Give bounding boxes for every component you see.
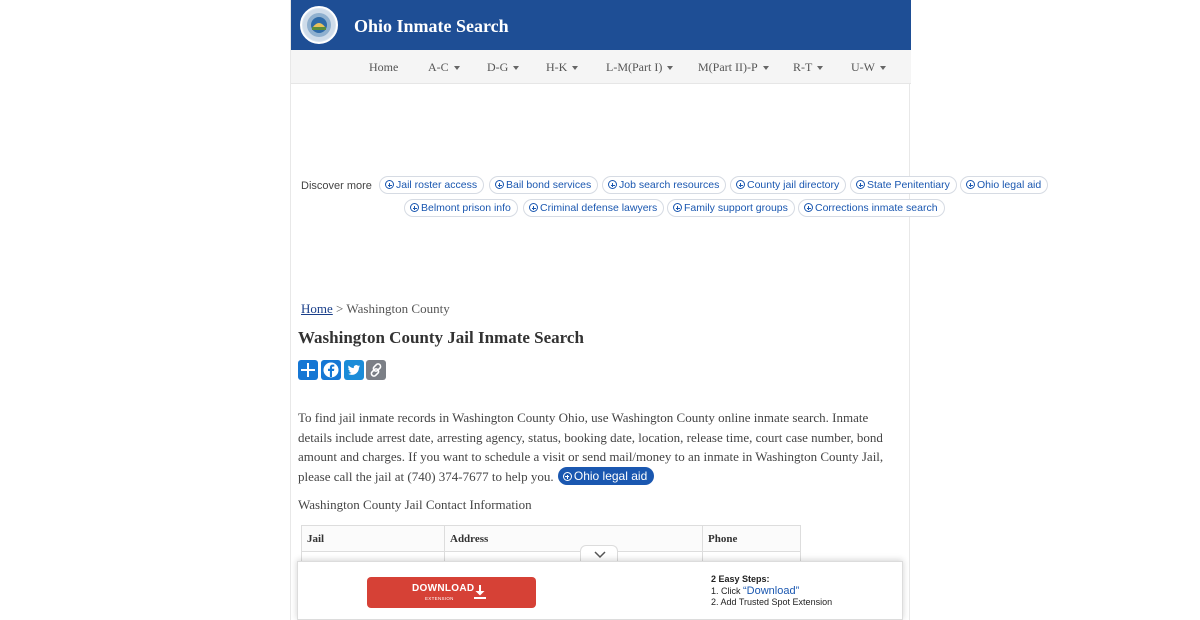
contact-heading: Washington County Jail Contact Information	[298, 497, 532, 512]
page-container	[290, 0, 950, 620]
chip-label: State Penitentiary	[867, 179, 950, 191]
breadcrumb-separator: >	[332, 301, 347, 316]
plus-circle-icon	[608, 180, 617, 189]
steps-instructions	[711, 574, 832, 609]
chip-bail-bond-services[interactable]	[489, 176, 598, 194]
chip-label: Belmont prison info	[421, 202, 511, 214]
chip-ohio-legal-aid[interactable]	[960, 176, 1048, 194]
nav-label: R-T	[793, 60, 813, 74]
nav-item-l-m-part-i[interactable]	[606, 60, 673, 75]
chip-label: Family support groups	[684, 202, 788, 214]
nav-item-r-t[interactable]	[793, 60, 823, 75]
breadcrumb-current: Washington County	[346, 301, 450, 316]
chip-label: Criminal defense lawyers	[540, 202, 658, 214]
share-copy-link-button[interactable]	[366, 360, 386, 380]
chip-label: Job search resources	[619, 179, 720, 191]
caret-down-icon	[572, 66, 578, 70]
caret-down-icon	[763, 66, 769, 70]
ohio-seal-logo[interactable]	[300, 6, 338, 44]
nav-item-d-g[interactable]	[487, 60, 519, 75]
caret-down-icon	[817, 66, 823, 70]
nav-label: L-M(Part I)	[606, 60, 663, 74]
site-title[interactable]: Ohio Inmate Search	[354, 16, 509, 36]
plus-circle-icon	[804, 203, 813, 212]
chip-belmont-prison-info[interactable]	[404, 199, 518, 217]
intro-paragraph	[298, 408, 904, 486]
plus-circle-icon	[495, 180, 504, 189]
table-header-row	[302, 526, 801, 552]
caret-down-icon	[454, 66, 460, 70]
step-1-prefix: 1. Click	[711, 585, 744, 596]
plus-circle-icon	[563, 472, 572, 481]
chip-label: Ohio legal aid	[977, 179, 1042, 191]
plus-circle-icon	[673, 203, 682, 212]
share-plus-button[interactable]	[298, 360, 318, 380]
download-button[interactable]	[367, 577, 536, 608]
facebook-icon	[321, 360, 341, 380]
plus-circle-icon	[529, 203, 538, 212]
share-twitter-button[interactable]	[344, 360, 364, 380]
nav-item-m-part-ii-p[interactable]	[698, 60, 769, 75]
plus-circle-icon	[966, 180, 975, 189]
nav-label: M(Part II)-P	[698, 60, 758, 74]
plus-circle-icon	[856, 180, 865, 189]
plus-circle-icon	[410, 203, 419, 212]
chip-state-penitentiary[interactable]	[850, 176, 957, 194]
breadcrumb	[301, 301, 450, 317]
twitter-icon	[344, 360, 364, 380]
caret-down-icon	[513, 66, 519, 70]
chip-jail-roster-access[interactable]	[379, 176, 484, 194]
chip-county-jail-directory[interactable]	[730, 176, 846, 194]
plus-circle-icon	[385, 180, 394, 189]
nav-item-h-k[interactable]	[546, 60, 578, 75]
nav-item-u-w[interactable]	[851, 60, 886, 75]
nav-item-home[interactable]	[369, 60, 398, 75]
chip-criminal-defense-lawyers[interactable]	[523, 199, 664, 217]
nav-label: D-G	[487, 60, 509, 74]
site-header	[291, 0, 911, 50]
plus-icon	[298, 360, 318, 380]
chip-label: Jail roster access	[396, 179, 478, 191]
column-header-address: Address	[445, 526, 703, 552]
chip-ohio-legal-aid-inline[interactable]	[558, 467, 654, 485]
download-label: DOWNLOAD	[412, 583, 475, 594]
caret-down-icon	[667, 66, 673, 70]
page-title: Washington County Jail Inmate Search	[298, 328, 584, 347]
discover-more-label: Discover more	[301, 180, 372, 192]
chip-corrections-inmate-search[interactable]	[798, 199, 945, 217]
nav-item-a-c[interactable]	[428, 60, 460, 75]
chip-label: Ohio legal aid	[573, 468, 648, 483]
step-1	[711, 586, 832, 598]
caret-down-icon	[880, 66, 886, 70]
intro-text: To find jail inmate records in Washington County Ohio, use Washington County online inmate search. Inmate details include arrest date, arresting agency, status, booking date, location, release time, court case number, bond amount and charges. If you want to schedule a visit or send mail/money to an inmate in Washington County Jail, please call the jail at (740) 374-7677 to help you.	[298, 410, 884, 484]
nav-label: Home	[369, 60, 399, 74]
nav-label: A-C	[428, 60, 449, 74]
download-sublabel: EXTENSION	[425, 596, 454, 601]
step-2: 2. Add Trusted Spot Extension	[711, 597, 833, 607]
chip-job-search-resources[interactable]	[602, 176, 726, 194]
plus-circle-icon	[736, 180, 745, 189]
share-facebook-button[interactable]	[321, 360, 341, 380]
chip-label: Bail bond services	[506, 179, 592, 191]
download-arrow-icon	[473, 584, 487, 600]
column-header-jail: Jail	[302, 526, 445, 552]
step-1-highlight: “Download”	[743, 584, 800, 597]
steps-title: 2 Easy Steps:	[711, 574, 770, 584]
nav-label: H-K	[546, 60, 568, 74]
link-icon	[366, 360, 386, 380]
chip-label: County jail directory	[747, 179, 840, 191]
chip-family-support-groups[interactable]	[667, 199, 795, 217]
chip-label: Corrections inmate search	[815, 202, 938, 214]
breadcrumb-home-link[interactable]: Home	[301, 301, 333, 316]
download-ad-banner	[297, 561, 903, 620]
main-nav	[291, 50, 911, 84]
column-header-phone: Phone	[703, 526, 801, 552]
nav-label: U-W	[851, 60, 875, 74]
